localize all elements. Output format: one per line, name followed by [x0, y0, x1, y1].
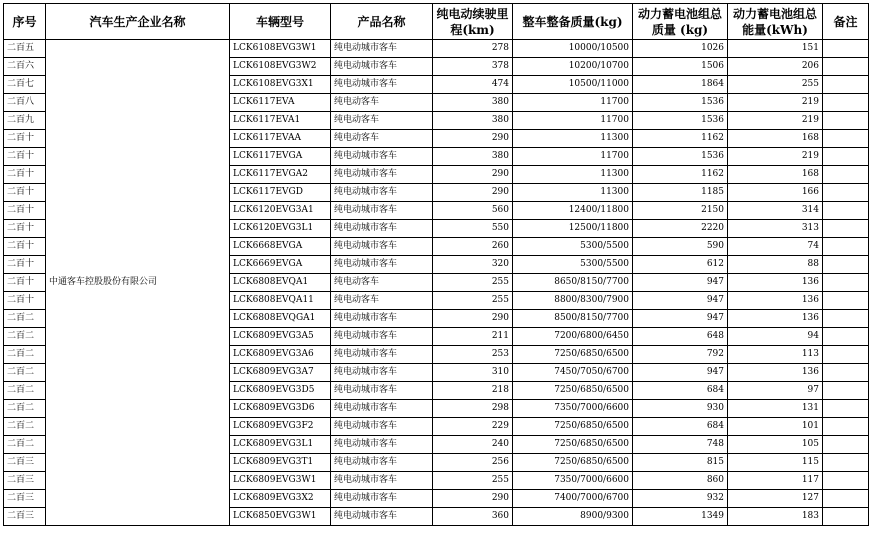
- cell-battery-mass: 792: [633, 346, 728, 364]
- cell-note: [823, 490, 869, 508]
- cell-model: LCK6809EVG3F2: [230, 418, 331, 436]
- cell-note: [823, 166, 869, 184]
- cell-seq: 二百三: [4, 490, 46, 508]
- cell-model: LCK6809EVG3D6: [230, 400, 331, 418]
- cell-range: 290: [433, 490, 513, 508]
- cell-battery-energy: 313: [728, 220, 823, 238]
- cell-product: 纯电动客车: [331, 130, 433, 148]
- cell-battery-energy: 168: [728, 130, 823, 148]
- cell-product: 纯电动客车: [331, 274, 433, 292]
- cell-range: 218: [433, 382, 513, 400]
- cell-note: [823, 76, 869, 94]
- cell-product: 纯电动城市客车: [331, 454, 433, 472]
- cell-curb-mass: 8650/8150/7700: [513, 274, 633, 292]
- cell-curb-mass: 7250/6850/6500: [513, 382, 633, 400]
- cell-battery-energy: 166: [728, 184, 823, 202]
- cell-note: [823, 148, 869, 166]
- cell-battery-mass: 1536: [633, 148, 728, 166]
- cell-model: LCK6117EVAA: [230, 130, 331, 148]
- cell-battery-mass: 648: [633, 328, 728, 346]
- cell-curb-mass: 7250/6850/6500: [513, 454, 633, 472]
- cell-model: LCK6108EVG3W2: [230, 58, 331, 76]
- cell-model: LCK6850EVG3W1: [230, 508, 331, 526]
- cell-seq: 二百二: [4, 400, 46, 418]
- cell-note: [823, 184, 869, 202]
- cell-battery-energy: 136: [728, 274, 823, 292]
- cell-range: 380: [433, 112, 513, 130]
- cell-note: [823, 274, 869, 292]
- cell-product: 纯电动客车: [331, 112, 433, 130]
- cell-note: [823, 436, 869, 454]
- cell-battery-mass: 1864: [633, 76, 728, 94]
- cell-curb-mass: 7250/6850/6500: [513, 346, 633, 364]
- cell-battery-mass: 1349: [633, 508, 728, 526]
- cell-product: 纯电动城市客车: [331, 40, 433, 58]
- cell-battery-energy: 219: [728, 94, 823, 112]
- cell-curb-mass: 12400/11800: [513, 202, 633, 220]
- cell-curb-mass: 10200/10700: [513, 58, 633, 76]
- cell-battery-energy: 113: [728, 346, 823, 364]
- cell-battery-mass: 930: [633, 400, 728, 418]
- cell-seq: 二百十: [4, 238, 46, 256]
- cell-model: LCK6809EVG3A6: [230, 346, 331, 364]
- header-row: [4, 4, 869, 40]
- cell-note: [823, 346, 869, 364]
- cell-curb-mass: 5300/5500: [513, 256, 633, 274]
- cell-range: 290: [433, 184, 513, 202]
- cell-note: [823, 130, 869, 148]
- cell-company: 中通客车控股股份有限公司: [46, 40, 230, 526]
- cell-battery-energy: 88: [728, 256, 823, 274]
- cell-model: LCK6809EVG3W1: [230, 472, 331, 490]
- cell-range: 229: [433, 418, 513, 436]
- cell-seq: 二百十: [4, 166, 46, 184]
- cell-seq: 二百二: [4, 436, 46, 454]
- cell-seq: 二百二: [4, 310, 46, 328]
- cell-range: 278: [433, 40, 513, 58]
- cell-note: [823, 202, 869, 220]
- cell-model: LCK6108EVG3X1: [230, 76, 331, 94]
- cell-range: 260: [433, 238, 513, 256]
- header-seq: 序号: [4, 4, 46, 40]
- cell-product: 纯电动城市客车: [331, 328, 433, 346]
- header-note: 备注: [823, 4, 869, 40]
- cell-product: 纯电动城市客车: [331, 472, 433, 490]
- cell-curb-mass: 11300: [513, 130, 633, 148]
- header-battery-energy: 动力蓄电池组总能量(kWh): [728, 4, 823, 40]
- cell-battery-mass: 947: [633, 274, 728, 292]
- cell-seq: 二百十: [4, 292, 46, 310]
- cell-battery-energy: 314: [728, 202, 823, 220]
- cell-product: 纯电动城市客车: [331, 256, 433, 274]
- cell-note: [823, 94, 869, 112]
- cell-battery-energy: 101: [728, 418, 823, 436]
- cell-range: 380: [433, 94, 513, 112]
- cell-battery-mass: 2150: [633, 202, 728, 220]
- cell-battery-mass: 1506: [633, 58, 728, 76]
- cell-range: 360: [433, 508, 513, 526]
- cell-battery-energy: 105: [728, 436, 823, 454]
- cell-model: LCK6668EVGA: [230, 238, 331, 256]
- cell-product: 纯电动城市客车: [331, 400, 433, 418]
- cell-battery-energy: 219: [728, 148, 823, 166]
- cell-model: LCK6809EVG3L1: [230, 436, 331, 454]
- cell-range: 380: [433, 148, 513, 166]
- cell-curb-mass: 11700: [513, 112, 633, 130]
- header-range: 纯电动续驶里程(km): [433, 4, 513, 40]
- cell-battery-energy: 117: [728, 472, 823, 490]
- cell-model: LCK6117EVGA: [230, 148, 331, 166]
- cell-battery-mass: 1162: [633, 130, 728, 148]
- cell-seq: 二百十: [4, 130, 46, 148]
- cell-battery-energy: 136: [728, 310, 823, 328]
- cell-product: 纯电动城市客车: [331, 148, 433, 166]
- cell-battery-mass: 612: [633, 256, 728, 274]
- cell-range: 298: [433, 400, 513, 418]
- cell-range: 550: [433, 220, 513, 238]
- cell-battery-mass: 947: [633, 364, 728, 382]
- cell-range: 211: [433, 328, 513, 346]
- cell-product: 纯电动城市客车: [331, 58, 433, 76]
- cell-seq: 二百三: [4, 472, 46, 490]
- cell-battery-energy: 94: [728, 328, 823, 346]
- cell-model: LCK6808EVQA11: [230, 292, 331, 310]
- cell-seq: 二百十: [4, 256, 46, 274]
- cell-product: 纯电动城市客车: [331, 166, 433, 184]
- cell-note: [823, 310, 869, 328]
- cell-model: LCK6808EVQGA1: [230, 310, 331, 328]
- cell-battery-mass: 947: [633, 292, 728, 310]
- cell-seq: 二百二: [4, 418, 46, 436]
- cell-seq: 二百六: [4, 58, 46, 76]
- header-product: 产品名称: [331, 4, 433, 40]
- cell-product: 纯电动城市客车: [331, 238, 433, 256]
- cell-model: LCK6809EVG3A7: [230, 364, 331, 382]
- cell-note: [823, 238, 869, 256]
- cell-product: 纯电动客车: [331, 94, 433, 112]
- cell-battery-energy: 136: [728, 364, 823, 382]
- cell-range: 255: [433, 274, 513, 292]
- cell-product: 纯电动城市客车: [331, 184, 433, 202]
- cell-range: 255: [433, 472, 513, 490]
- cell-battery-mass: 684: [633, 418, 728, 436]
- cell-curb-mass: 7250/6850/6500: [513, 436, 633, 454]
- cell-model: LCK6669EVGA: [230, 256, 331, 274]
- cell-model: LCK6808EVQA1: [230, 274, 331, 292]
- cell-seq: 二百十: [4, 184, 46, 202]
- cell-seq: 二百二: [4, 346, 46, 364]
- cell-range: 256: [433, 454, 513, 472]
- cell-battery-mass: 1162: [633, 166, 728, 184]
- cell-battery-energy: 168: [728, 166, 823, 184]
- cell-seq: 二百二: [4, 382, 46, 400]
- cell-battery-energy: 136: [728, 292, 823, 310]
- cell-curb-mass: 7450/7050/6700: [513, 364, 633, 382]
- cell-seq: 二百九: [4, 112, 46, 130]
- cell-range: 290: [433, 130, 513, 148]
- cell-product: 纯电动城市客车: [331, 418, 433, 436]
- cell-battery-energy: 219: [728, 112, 823, 130]
- cell-seq: 二百十: [4, 148, 46, 166]
- cell-curb-mass: 11300: [513, 166, 633, 184]
- cell-note: [823, 40, 869, 58]
- cell-battery-mass: 932: [633, 490, 728, 508]
- cell-range: 310: [433, 364, 513, 382]
- cell-seq: 二百七: [4, 76, 46, 94]
- cell-battery-energy: 127: [728, 490, 823, 508]
- cell-range: 474: [433, 76, 513, 94]
- cell-product: 纯电动城市客车: [331, 310, 433, 328]
- cell-seq: 二百八: [4, 94, 46, 112]
- vehicle-spec-table: [3, 3, 869, 526]
- cell-battery-mass: 1536: [633, 112, 728, 130]
- cell-battery-mass: 748: [633, 436, 728, 454]
- cell-note: [823, 220, 869, 238]
- cell-note: [823, 364, 869, 382]
- cell-curb-mass: 7400/7000/6700: [513, 490, 633, 508]
- cell-model: LCK6117EVGD: [230, 184, 331, 202]
- cell-product: 纯电动城市客车: [331, 346, 433, 364]
- cell-seq: 二百五: [4, 40, 46, 58]
- cell-curb-mass: 8800/8300/7900: [513, 292, 633, 310]
- cell-battery-mass: 2220: [633, 220, 728, 238]
- cell-battery-mass: 1026: [633, 40, 728, 58]
- cell-battery-mass: 1185: [633, 184, 728, 202]
- cell-curb-mass: 11300: [513, 184, 633, 202]
- cell-model: LCK6108EVG3W1: [230, 40, 331, 58]
- cell-curb-mass: 7350/7000/6600: [513, 400, 633, 418]
- cell-seq: 二百二: [4, 328, 46, 346]
- cell-seq: 二百三: [4, 508, 46, 526]
- cell-battery-energy: 74: [728, 238, 823, 256]
- header-curb-mass: 整车整备质量(kg): [513, 4, 633, 40]
- cell-battery-energy: 115: [728, 454, 823, 472]
- cell-battery-mass: 590: [633, 238, 728, 256]
- cell-product: 纯电动城市客车: [331, 76, 433, 94]
- cell-range: 378: [433, 58, 513, 76]
- cell-battery-energy: 151: [728, 40, 823, 58]
- cell-model: LCK6120EVG3L1: [230, 220, 331, 238]
- cell-curb-mass: 10500/11000: [513, 76, 633, 94]
- cell-product: 纯电动城市客车: [331, 220, 433, 238]
- cell-note: [823, 328, 869, 346]
- cell-note: [823, 472, 869, 490]
- header-battery-mass: 动力蓄电池组总质量 (kg): [633, 4, 728, 40]
- cell-note: [823, 256, 869, 274]
- cell-product: 纯电动城市客车: [331, 382, 433, 400]
- cell-battery-energy: 183: [728, 508, 823, 526]
- cell-note: [823, 112, 869, 130]
- cell-battery-mass: 860: [633, 472, 728, 490]
- cell-range: 253: [433, 346, 513, 364]
- cell-range: 560: [433, 202, 513, 220]
- cell-note: [823, 508, 869, 526]
- cell-model: LCK6120EVG3A1: [230, 202, 331, 220]
- cell-model: LCK6117EVGA2: [230, 166, 331, 184]
- cell-curb-mass: 11700: [513, 94, 633, 112]
- cell-note: [823, 382, 869, 400]
- cell-battery-energy: 131: [728, 400, 823, 418]
- cell-range: 290: [433, 166, 513, 184]
- cell-battery-energy: 97: [728, 382, 823, 400]
- cell-curb-mass: 7350/7000/6600: [513, 472, 633, 490]
- cell-product: 纯电动城市客车: [331, 508, 433, 526]
- cell-range: 290: [433, 310, 513, 328]
- cell-range: 320: [433, 256, 513, 274]
- cell-product: 纯电动城市客车: [331, 436, 433, 454]
- cell-curb-mass: 5300/5500: [513, 238, 633, 256]
- cell-battery-mass: 947: [633, 310, 728, 328]
- cell-battery-mass: 815: [633, 454, 728, 472]
- cell-seq: 二百十: [4, 220, 46, 238]
- cell-seq: 二百二: [4, 364, 46, 382]
- cell-battery-energy: 255: [728, 76, 823, 94]
- cell-model: LCK6117EVA: [230, 94, 331, 112]
- cell-battery-mass: 684: [633, 382, 728, 400]
- cell-curb-mass: 7200/6800/6450: [513, 328, 633, 346]
- cell-product: 纯电动城市客车: [331, 490, 433, 508]
- cell-curb-mass: 12500/11800: [513, 220, 633, 238]
- cell-model: LCK6809EVG3A5: [230, 328, 331, 346]
- cell-range: 255: [433, 292, 513, 310]
- cell-seq: 二百十: [4, 274, 46, 292]
- cell-model: LCK6809EVG3D5: [230, 382, 331, 400]
- cell-curb-mass: 8900/9300: [513, 508, 633, 526]
- cell-curb-mass: 10000/10500: [513, 40, 633, 58]
- cell-battery-mass: 1536: [633, 94, 728, 112]
- cell-seq: 二百三: [4, 454, 46, 472]
- cell-curb-mass: 8500/8150/7700: [513, 310, 633, 328]
- cell-curb-mass: 11700: [513, 148, 633, 166]
- cell-product: 纯电动城市客车: [331, 364, 433, 382]
- header-company: 汽车生产企业名称: [46, 4, 230, 40]
- cell-curb-mass: 7250/6850/6500: [513, 418, 633, 436]
- cell-note: [823, 292, 869, 310]
- cell-note: [823, 58, 869, 76]
- cell-battery-energy: 206: [728, 58, 823, 76]
- cell-note: [823, 400, 869, 418]
- cell-note: [823, 418, 869, 436]
- cell-product: 纯电动城市客车: [331, 202, 433, 220]
- cell-model: LCK6809EVG3T1: [230, 454, 331, 472]
- cell-note: [823, 454, 869, 472]
- cell-seq: 二百十: [4, 202, 46, 220]
- header-model: 车辆型号: [230, 4, 331, 40]
- cell-product: 纯电动客车: [331, 292, 433, 310]
- cell-model: LCK6117EVA1: [230, 112, 331, 130]
- cell-model: LCK6809EVG3X2: [230, 490, 331, 508]
- table-row: [4, 40, 869, 58]
- cell-range: 240: [433, 436, 513, 454]
